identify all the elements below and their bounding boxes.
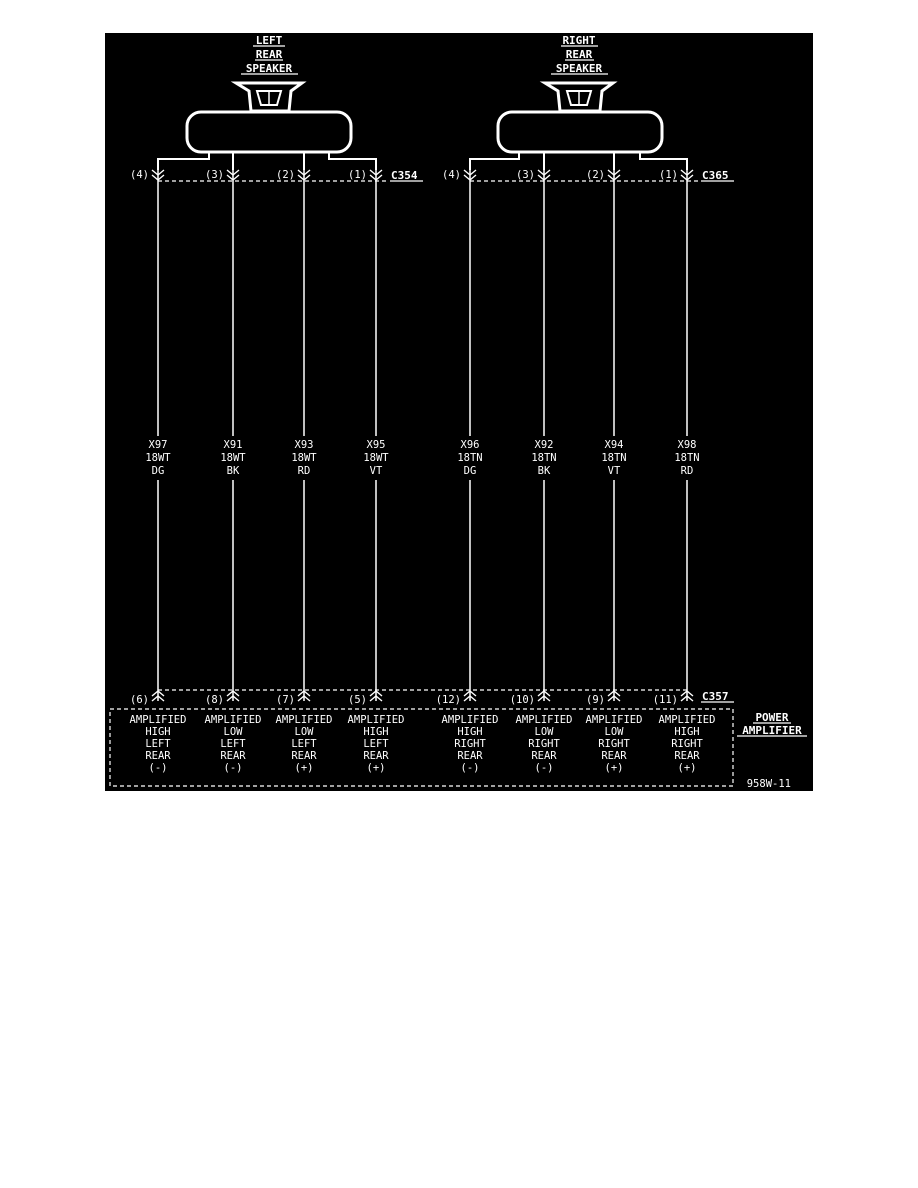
terminal-label: [276, 714, 333, 774]
left-speaker-title-1: LEFT: [255, 34, 283, 47]
wire-circuit: X96: [460, 439, 480, 451]
pin-label: (5): [348, 694, 367, 706]
wire-gauge: 18WT: [291, 452, 317, 464]
terminal-line: RIGHT: [598, 738, 630, 750]
terminal-line: (-): [148, 762, 168, 774]
pin-label: (2): [586, 169, 605, 181]
terminal-label: [659, 714, 716, 774]
terminal-line: REAR: [457, 750, 483, 762]
wire-color: VT: [369, 465, 383, 477]
wire-circuit: X91: [223, 439, 243, 451]
pin-label: (10): [509, 694, 535, 706]
terminal-line: (+): [366, 762, 386, 774]
pin-label: (4): [442, 169, 461, 181]
pin-label: (7): [276, 694, 295, 706]
wire-color: DG: [463, 465, 477, 477]
amplifier-title-2: AMPLIFIER: [742, 724, 802, 737]
terminal-line: RIGHT: [528, 738, 560, 750]
wiring-diagram: [105, 33, 813, 791]
wire-label-x97: [145, 439, 171, 477]
wire-color: DG: [151, 465, 165, 477]
wire-circuit: X93: [294, 439, 314, 451]
terminal-line: AMPLIFIED: [658, 714, 716, 726]
wire-gauge: 18TN: [457, 452, 483, 464]
diagram-canvas: [105, 33, 813, 791]
pin-label: (3): [205, 169, 224, 181]
figure-id: 958W-11: [746, 778, 791, 790]
wire-gauge: 18WT: [363, 452, 389, 464]
terminal-line: REAR: [363, 750, 389, 762]
terminal-line: LOW: [294, 726, 314, 738]
terminal-line: (+): [294, 762, 314, 774]
connector-c365: [442, 169, 734, 182]
terminal-line: LOW: [604, 726, 624, 738]
terminal-line: AMPLIFIED: [441, 714, 499, 726]
pin-label: (11): [652, 694, 678, 706]
wire-label-x96: [457, 439, 482, 477]
terminal-line: (-): [223, 762, 243, 774]
terminal-line: (-): [460, 762, 480, 774]
wire-color: VT: [607, 465, 621, 477]
wire-circuit: X94: [604, 439, 624, 451]
terminal-line: LEFT: [145, 738, 171, 750]
terminal-line: REAR: [531, 750, 557, 762]
terminal-line: LEFT: [291, 738, 317, 750]
speaker-body: [498, 112, 662, 152]
pin-label: (4): [130, 169, 149, 181]
terminal-line: AMPLIFIED: [515, 714, 573, 726]
right-speaker-title-2: REAR: [565, 48, 593, 61]
terminal-line: (-): [534, 762, 554, 774]
connector-name: C357: [702, 690, 729, 703]
right-rear-speaker: [470, 34, 687, 170]
wire-color: BK: [226, 465, 240, 477]
wire-gauge: 18WT: [220, 452, 246, 464]
wire-gauge: 18TN: [601, 452, 627, 464]
wire-circuit: X98: [677, 439, 697, 451]
terminal-line: REAR: [291, 750, 317, 762]
connector-name: C354: [391, 169, 418, 182]
terminal-label: [442, 714, 499, 774]
speaker-icon: [545, 83, 613, 111]
terminal-line: (+): [677, 762, 697, 774]
pin-label: (12): [435, 694, 461, 706]
terminal-label: [130, 714, 187, 774]
wire-label-x98: [674, 439, 699, 477]
wire-circuit: X97: [148, 439, 168, 451]
terminal-line: RIGHT: [671, 738, 703, 750]
terminal-line: (+): [604, 762, 624, 774]
left-speaker-title-3: SPEAKER: [245, 62, 293, 75]
terminal-line: AMPLIFIED: [347, 714, 405, 726]
wire-label-x91: [220, 439, 246, 477]
terminal-line: AMPLIFIED: [585, 714, 643, 726]
terminal-line: AMPLIFIED: [275, 714, 333, 726]
pin-label: (1): [659, 169, 678, 181]
wire-circuit: X92: [534, 439, 554, 451]
terminal-line: LOW: [223, 726, 243, 738]
terminal-line: AMPLIFIED: [129, 714, 187, 726]
terminal-line: RIGHT: [454, 738, 486, 750]
terminal-line: HIGH: [674, 726, 700, 738]
connector-c357: [130, 690, 734, 706]
terminal-label: [516, 714, 573, 774]
pin-label: (9): [586, 694, 605, 706]
wire-label-x95: [363, 439, 389, 477]
wire-label-x93: [291, 439, 317, 477]
wire-gauge: 18TN: [674, 452, 700, 464]
left-rear-speaker: [158, 34, 376, 170]
wire-color: BK: [537, 465, 551, 477]
terminal-line: LOW: [534, 726, 554, 738]
speaker-icon: [236, 83, 302, 111]
terminal-label: [348, 714, 405, 774]
terminal-line: AMPLIFIED: [204, 714, 262, 726]
amplifier-title-1: POWER: [755, 711, 789, 724]
terminal-line: HIGH: [363, 726, 389, 738]
terminal-label: [586, 714, 643, 774]
terminal-line: REAR: [145, 750, 171, 762]
wire-labels: [145, 439, 699, 477]
terminal-line: HIGH: [145, 726, 171, 738]
pin-label: (6): [130, 694, 149, 706]
wire-circuit: X95: [366, 439, 386, 451]
right-speaker-title-3: SPEAKER: [555, 62, 603, 75]
pin-label: (1): [348, 169, 367, 181]
terminal-line: LEFT: [363, 738, 389, 750]
terminal-line: REAR: [674, 750, 700, 762]
right-speaker-title-1: RIGHT: [562, 34, 596, 47]
terminal-label: [205, 714, 262, 774]
power-amplifier: [110, 709, 807, 786]
wire-color: RD: [680, 465, 694, 477]
terminal-line: LEFT: [220, 738, 246, 750]
pin-label: (2): [276, 169, 295, 181]
wire-label-x94: [601, 439, 626, 477]
left-speaker-title-2: REAR: [255, 48, 283, 61]
connector-c354: [130, 169, 423, 182]
wire-gauge: 18TN: [531, 452, 557, 464]
pin-label: (8): [205, 694, 224, 706]
terminal-line: REAR: [220, 750, 246, 762]
terminal-line: REAR: [601, 750, 627, 762]
connector-name: C365: [702, 169, 729, 182]
wire-gauge: 18WT: [145, 452, 171, 464]
pin-label: (3): [516, 169, 535, 181]
speaker-body: [187, 112, 351, 152]
terminal-line: HIGH: [457, 726, 483, 738]
wire-label-x92: [531, 439, 556, 477]
wire-color: RD: [297, 465, 311, 477]
wires: [152, 170, 693, 701]
